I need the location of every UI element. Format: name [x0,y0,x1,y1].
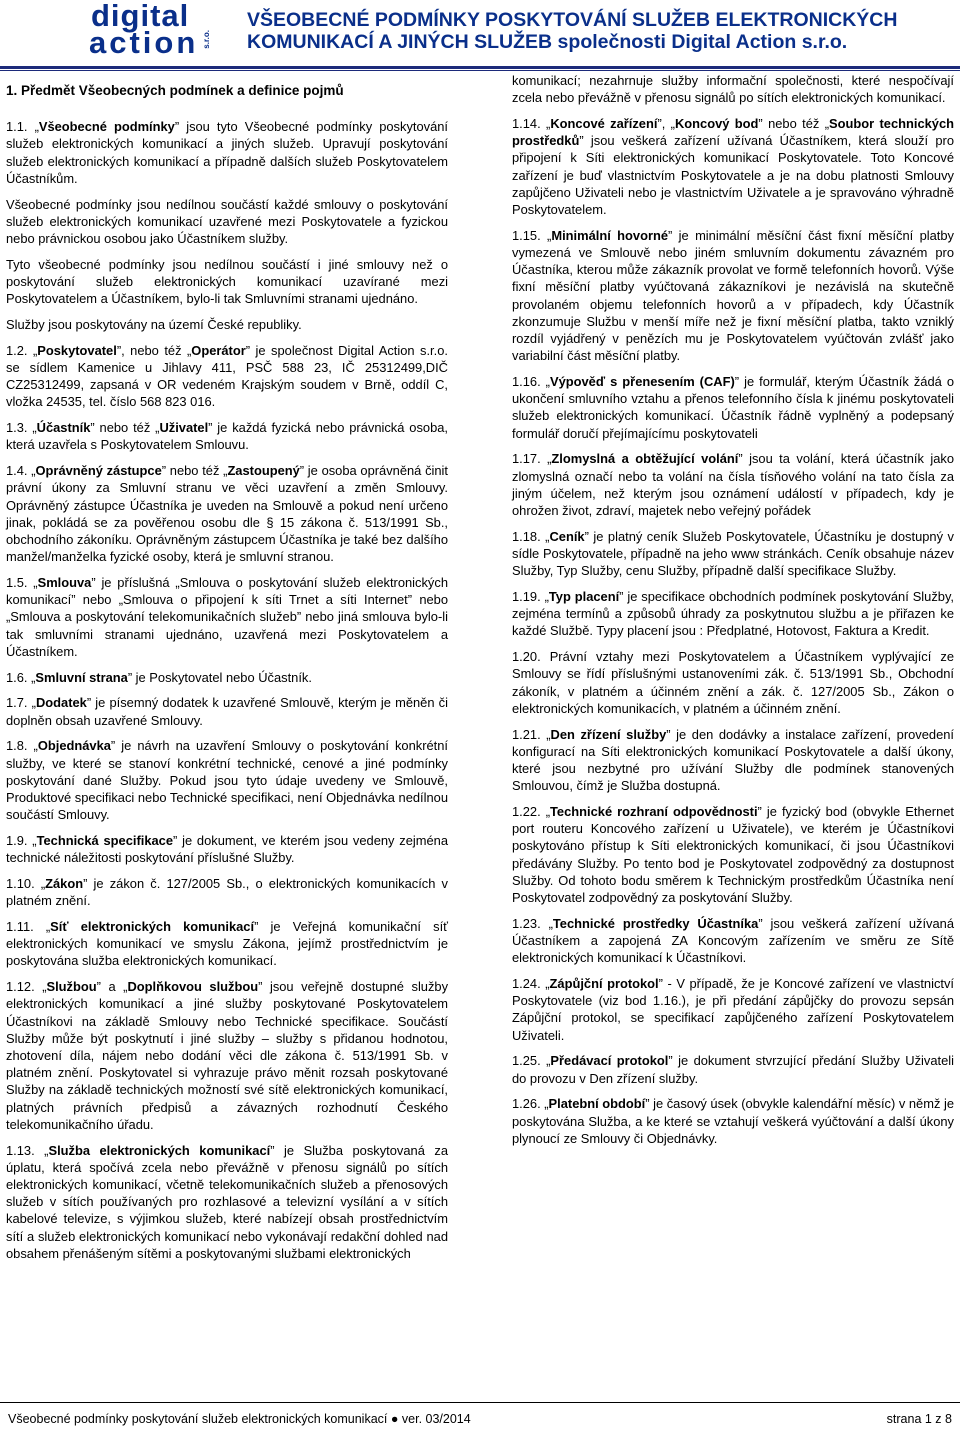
clause-1-22: 1.22. „Technické rozhraní odpovědnosti” je fyzický bod (obvykle Ethernet port routeru Koncového zařízení u Uživatele), ve kterém je Účastníkovi poskytováno přístup k Síti elektronických komunikací, či jsou Účastníkovi předávány Služby. Po tento bod je Poskytovatel zodpovědný za dostupnost Služby. Od tohoto bodu směrem k Technickým prostředkům Účastníka není Poskytovatel zodpovědný za poskytování Služby. [512,804,954,906]
clause-1-16: 1.16. „Výpověď s přenesením (CAF)” je formulář, kterým Účastník žádá o ukončení smluvního vztahu a přenos telefonního čísla k jinému poskytovateli služeb elektronických komunikací. Účastník řádně vyplněný a podepsaný formulář doručí přejímajícímu poskytovateli [512,374,954,441]
right-column [512,72,954,1156]
clause-1-15: 1.15. „Minimální hovorné” je minimální měsíční část fixní měsíční platby vymezená ve Smlouvě nebo jiném smluvním dokumentu závazném pro Účastníka, kterou může zákazník provolat ve formě telefonních hovorů. Výše fixní měsíční platby vyúčtovaná zákazníkovi je nezávislá na skutečně provolaném objemu telefonních hovorů a v případech, kdy Účastník zkonzumuje Službu v menší míře než je fixní měsíční platba, takto vzniklý rozdíl vyjádřený v penězích mu je Poskytovatelem vyúčtován zvlášť jako variabilní část měsíční platby. [512,227,955,364]
document-title [247,9,960,53]
logo-word-action: action [89,25,199,60]
title-line-2: KOMUNIKACÍ A JINÝCH SLUŽEB společnosti Digital Action s.r.o. [247,31,848,53]
footer-document-name: Všeobecné podmínky poskytování služeb elektronických komunikací ● ver. 03/2014 [8,1412,471,1426]
clause-1-18: 1.18. „Ceník” je platný ceník Služeb Poskytovatele, Účastníku je dostupný v sídle Poskytovatele, případně na jeho www stránkách. Ceník obsahuje název Služby, Typ Služby, cenu Služby, případně další specifikace Služby. [512,528,954,579]
section-title: 1. Předmět Všeobecných podmínek a definice pojmů [6,83,344,98]
left-column [6,72,448,1271]
clause-1-5: 1.5. „Smlouva” je příslušná „Smlouva o poskytování služeb elektronických komunikací” nebo „Smlouva o připojení k síti Trnet a síti Internet” nebo „Smlouva a poskytování telekomunikačních služeb” nebo jiná smlouva bylo-li tak smluvními stranami ujednáno, uzavřená mezi Poskytovatelem a Účastníkem. [6,575,448,659]
clause-1-24: 1.24. „Zápůjční protokol” - V případě, že je Koncové zařízení ve vlastnictví Poskytovatele (viz bod 1.16.), je při předání zápůjčky do provozu sepsán Zápůjční protokol, se specifikací zapůjčeného zařízení Poskytovatelem Uživateli. [512,976,955,1043]
clause-1-26: 1.26. „Platební období” je časový úsek (obvykle kalendářní měsíc) v němž je poskytována Služba, a ke které se vztahují veškerá vyúčtování a další úkony plynoucí ze Smlouvy či Objednávky. [512,1096,955,1146]
clause-1-21: 1.21. „Den zřízení služby” je den dodávky a instalace zařízení, provedení konfigurací na Síti elektronických komunikací Poskytovatele a další úkony, které jsou nezbytné pro užívání Služby dle podmínek stanovených Smlouvou, čímž je Služba dostupná. [512,726,955,794]
clause-1-9: 1.9. „Technická specifikace” je dokument, ve kterém jsou vedeny zejména technické náležitosti poskytování příslušné Služby. [6,833,448,866]
clause-1-8: 1.8. „Objednávka” je návrh na uzavření Smlouvy o poskytování konkrétní služby, ve které se stanoví konkrétní technické, cenové a jiné podmínky poskytování dané Služby. Pokud jsou tyto údaje uvedeny ve Smlouvě, Produktové specifikaci nebo Technické specifikaci, není Objednávka nedílnou součástí Smlouvy. [6,738,448,823]
clause-1-10: 1.10. „Zákon” je zákon č. 127/2005 Sb., o elektronických komunikacích v platném znění. [6,876,449,909]
clause-1-7: 1.7. „Dodatek” je písemný dodatek k uzavřené Smlouvě, kterým je měněn či doplněn obsah uzavřené Smlouvy. [6,695,448,728]
title-line-1: VŠEOBECNÉ PODMÍNKY POSKYTOVÁNÍ SLUŽEB ELEKTRONICKÝCH [247,9,898,31]
page-header [0,0,960,60]
logo-word-digital: digital [91,0,190,33]
clause-1-6: 1.6. „Smluvní strana” je Poskytovatel nebo Účastník. [6,669,312,685]
paragraph: Všeobecné podmínky jsou nedílnou součástí každé smlouvy o poskytování služeb elektronických komunikací uzavřené mezi Poskytovatele a fyzickou nebo právnickou osobou jako Účastníkem služby. [6,196,448,247]
clause-1-12: 1.12. „Službou” a „Doplňkovou službou” jsou veřejně dostupné služby elektronických komunikací a jiné služby poskytované Poskytovatelem Účastníkovi na základě Smlouvy nebo Technické specifikace. Součástí Služby může být poskytnutí i jiné služby – služby s přidanou hodnotou, zhotovení díla, nájem nebo dodání věci dle zákona č. 513/1991 Sb. v platném znění. Poskytovatel si vyhrazuje právo měnit rozsah poskytované Služby na základě technických možností své sítě elektronických komunikací, platných právních předpisů a závazných rozhodnutí Českého telekomunikačního úřadu. [6,979,449,1132]
paragraph: Služby jsou poskytovány na území České republiky. [6,317,302,333]
logo-suffix: s.r.o. [202,30,211,49]
footer-rule [0,1402,960,1403]
clause-1-11: 1.11. „Síť elektronických komunikací” je Veřejná komunikační síť elektronických komunikací ve smyslu Zákona, jejímž prostřednictvím je poskytována služba elektronických komunikací. [6,919,448,969]
footer-page-number: strana 1 z 8 [886,1412,952,1426]
paragraph-continued: komunikací; nezahrnuje služby informační společnosti, které nespočívají zcela nebo převážně v přenosu signálů po sítích elektronických komunikací. [512,73,954,106]
clause-1-17: 1.17. „Zlomyslná a obtěžující volání” jsou ta volání, která účastník jako zlomyslná označí nebo ta volání na čísla tísňového volání na tato čísla za jiným účelem, než kterým jsou oznámení událostí v případech, kdy je ohrožen život, zdraví, majetek nebo veřejný pořádek [512,451,954,519]
clause-1-3: 1.3. „Účastník” nebo též „Uživatel” je každá fyzická nebo právnická osoba, která uzavřela s Poskytovatelem Smlouvu. [6,420,448,453]
clause-1-20: 1.20. Právní vztahy mezi Poskytovatelem a Účastníkem vyplývající ze Smlouvy se řídí příslušnými ustanoveními zák. č. 513/1991 Sb., Obchodní zákoník, v platném a účinném znění a zák. č. 127/2005 Sb., Zákon o elektronických komunikacích, v platném a účinném znění. [512,649,954,716]
clause-1-23: 1.23. „Technické prostředky Účastníka” jsou veškerá zařízení užívaná Účastníkem a zapojená ZA Koncovým zařízením ve směru ze Sítě elektronických komunikací k Účastníkovi. [512,915,955,966]
clause-1-13: 1.13. „Služba elektronických komunikací” je Služba poskytovaná za úplatu, která spočívá zcela nebo převážně v přenosu signálů po sítích elektronických komunikací, včetně telekomunikačních služeb a přenosových služeb v sítích používaných pro rozhlasové a televizní vysílání a v sítích kabelové televize, s výjimkou služeb, které nabízejí obsah prostřednictvím sítí a služeb elektronických komunikací nebo vykonávají redakční dohled nad obsahem přenášeným sítěmi a poskytovanými službami elektronických [6,1142,448,1261]
header-rule-thin [0,70,960,71]
clause-1-25: 1.25. „Předávací protokol” je dokument stvrzující předání Služby Uživateli do provozu v Den zřízení služby. [512,1053,954,1086]
clause-1-1: 1.1. „Všeobecné podmínky” jsou tyto Všeobecné podmínky poskytování služeb elektronických komunikací a jiných služeb. Upravují poskytování služeb elektronických komunikací a případně dalších služeb Poskytovatelem Účastníkům. [6,119,448,186]
header-rule [0,66,960,69]
clause-1-2: 1.2. „Poskytovatel”, nebo též „Operátor” je společnost Digital Action s.r.o. se sídlem Kamenice u Jihlavy 411, PSČ 588 23, IČ 25312499,DIČ CZ25312499, zapsaná v OR vedeném Krajským soudem v Brně, oddíl C, vložka 24535, tel. číslo 568 823 016. [6,342,448,410]
paragraph: Tyto všeobecné podmínky jsou nedílnou součástí i jiné smlouvy než o poskytování služeb elektronických komunikací uzavírané mezi Poskytovatelem a Účastníkem, bylo-li tak Smluvními stranami ujednáno. [6,256,448,307]
clause-1-14: 1.14. „Koncové zařízení”, „Koncový bod” nebo též „Soubor technických prostředků” jsou veškerá zařízení užívaná Účastníkem, která slouží pro připojení k Síti elektronických komunikací Poskytovatele. Toto Koncové zařízení je buď vlastnictvím Poskytovatele a je na dobu platnosti Smlouvy zapůjčeno Uživateli nebo je vlastnictvím Uživatele a je spravováno výhradně Poskytovatelem. [512,116,954,218]
bullet-icon: ● [390,1412,399,1426]
clause-1-19: 1.19. „Typ placení” je specifikace obchodních podmínek poskytování Služby, zejména termínů a způsobů úhrady za poskytnutou službu a je přiřazen ke každé Službě. Typy placení jsou : Předplatné, Hotovost, Faktura a Kredit. [512,589,955,639]
company-logo [86,0,216,60]
footer-version: ver. 03/2014 [401,1412,471,1426]
clause-1-4: 1.4. „Oprávněný zástupce” nebo též „Zastoupený” je osoba oprávněná činit právní úkony za Smluvní stranu ve věci uzavření a změn Smlouvy. Oprávněný zástupce Účastníka je uveden na Smlouvě a pokud není určeno jinak, pokládá se za pověřenou osobu dle § 15 zákona č. 513/1991 Sb., obchodního zákoníku. Oprávněným zástupcem Účastníka je také bez dalšího manžel/manželka fyzické osoby, která je smluvní stranou. [6,463,448,565]
